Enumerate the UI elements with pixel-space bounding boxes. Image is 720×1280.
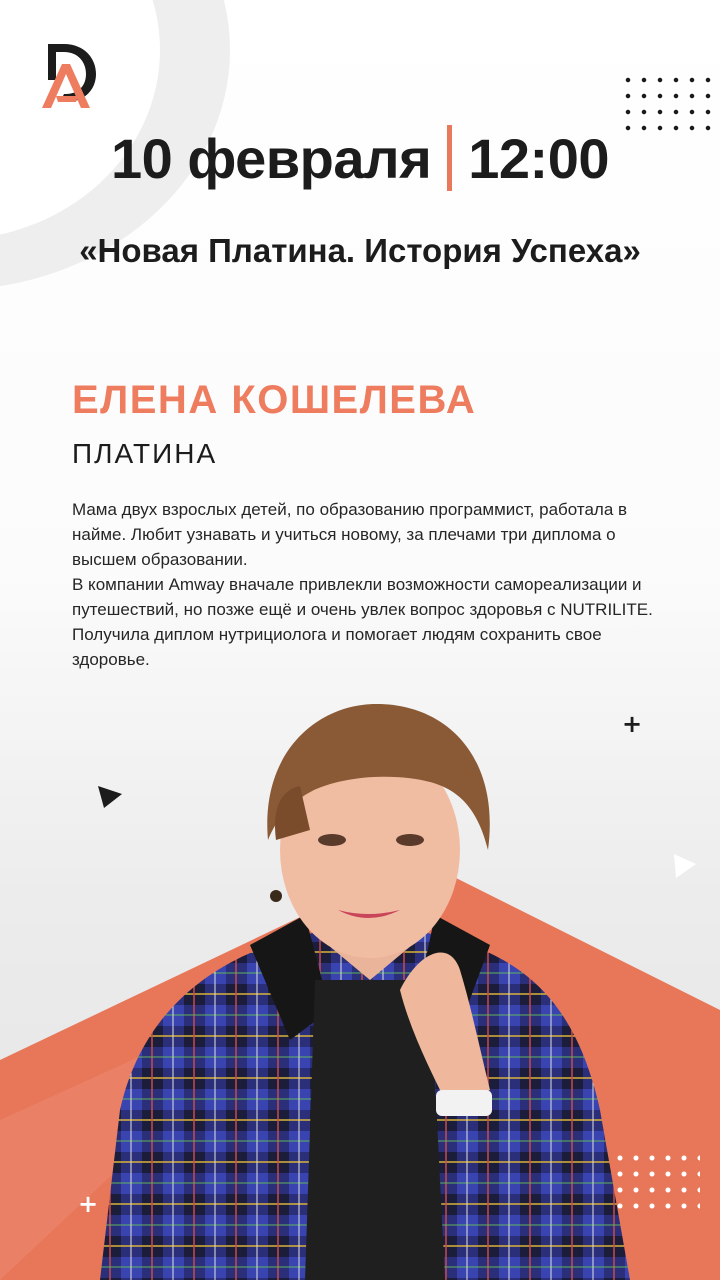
logo-icon bbox=[40, 40, 102, 112]
speaker-rank: ПЛАТИНА bbox=[72, 438, 218, 469]
datetime-separator bbox=[447, 125, 452, 191]
event-datetime bbox=[0, 126, 720, 191]
event-date: 10 февраля bbox=[110, 127, 432, 190]
bio-paragraph: В компании Amway вначале привлекли возможности самореализации и путешествий, но позже ещё и очень увлек вопрос здоровья с NUTRILITE. Получила диплом нутрициолога и помогает людям сохранить свое здоровье. bbox=[72, 575, 653, 669]
bio-paragraph: Мама двух взрослых детей, по образованию программист, работала в найме. Любит узнавать и учиться новому, за плечами три диплома о высшем образовании. bbox=[72, 500, 628, 569]
speaker-name: ЕЛЕНА КОШЕЛЕВА bbox=[72, 378, 477, 422]
event-title: «Новая Платина. История Успеха» bbox=[79, 232, 641, 269]
plus-icon: + bbox=[622, 710, 643, 738]
speaker-bio bbox=[72, 497, 682, 672]
speaker-photo bbox=[100, 690, 643, 1280]
event-time: 12:00 bbox=[468, 127, 609, 190]
plus-icon: + bbox=[78, 1190, 99, 1218]
triangle-icon bbox=[670, 852, 698, 880]
